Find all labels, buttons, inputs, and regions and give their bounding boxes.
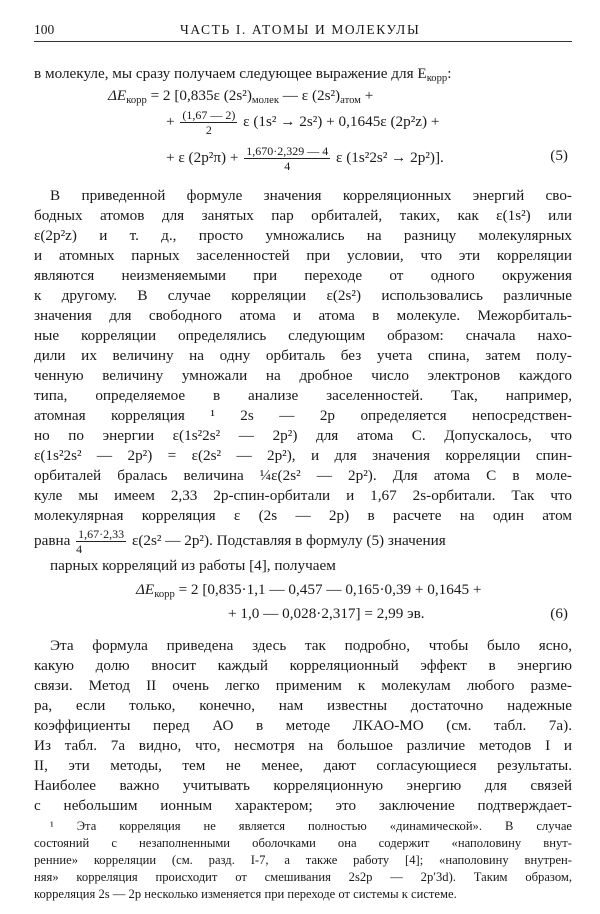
para2-line: связи. Метод II очень легко применим к молекулам любого разме-: [34, 677, 572, 694]
para1-line: орбиталей бралась величина ¼ε(2s² — 2p²). Для атома С в моле-: [34, 467, 572, 484]
para1-line: типа, определяемое в анализе заселенностей. Так, например,: [34, 387, 572, 404]
para1-line: атомная корреляция ¹ 2s — 2p определяется непосредствен-: [34, 407, 572, 424]
para1-line: ченную величину умножали на дробное число электронов каждого: [34, 367, 572, 384]
para2-line: ра, если только, конечно, нам известны достаточно надежные: [34, 697, 572, 714]
para2-line: II, эти методы, тем не менее, дают согласующиеся результаты.: [34, 757, 572, 774]
page-header: [34, 18, 572, 40]
equation-5: $\Delta E_{корр} = 2$ [0,835ε $(2s^2)_{молек}$ — ε $(2s^2)_{атом}$ + + $\frac{(1,67 — 2)}{2}$ ε (1s² → 2s²) + 0,1645ε (2p²z) + + ε (2p²π) + $\frac{1,670\cdot 2,329 — 4}{4}$ ε (1s²2s² → 2p²)]. (5): [108, 87, 568, 173]
equation-6: $\Delta E_{корр} = 2$ [0,835·1,1 — 0,457 — 0,165·0,39 + 0,1645 + + 1,0 — 0,028·2,317] = 2,99 эв. (6): [34, 578, 572, 626]
body-text: [34, 64, 572, 816]
paragraph-1: [34, 186, 572, 526]
para1-line: молекулярная корреляция ε (2s — 2p) в расчете на один атом: [34, 507, 572, 524]
para1-line: ε(2p²z) и т. д., просто умножались на разницу молекулярных: [34, 227, 572, 244]
footnote-line: ренние» корреляции (см. разд. I-7, а также работу [4]; «наполовину внутрен-: [34, 853, 572, 867]
para1-line: ε(1s²2s² — 2p²) = ε(2s² — 2p²), и для значения корреляции спин-: [34, 447, 572, 464]
para1-line: бодных атомов для занятых пар орбиталей, таких, как ε(1s²) или: [34, 207, 572, 224]
page: [34, 18, 572, 901]
para1-line: являются неизменяемыми при переходе от одного окружения: [34, 267, 572, 284]
para1-line: ные корреляции определялись следующим образом: сначала нахо-: [34, 327, 572, 344]
footnote-line: ¹ Эта корреляция не является полностью «динамической». В случае: [50, 819, 572, 833]
para2-line: какую долю вносит каждый корреляционный эффект в энергию: [34, 657, 572, 674]
para1-line: к другому. В случае корреляции ε(2s²) использовались различные: [34, 287, 572, 304]
footnote-line: корреляция 2s — 2p несколько изменяется при переходе от системы к системе.: [34, 887, 457, 901]
para1-line: но по энергии ε(1s²2s² — 2p²) для атома С. Допускалось, что: [34, 427, 572, 444]
equation-number-5: (5): [550, 147, 568, 164]
para2-line: Эта формула приведена здесь так подробно, чтобы было ясно,: [50, 637, 572, 654]
para1-line: куле мы имеем 2,33 2p-спин-орбитали и 1,67 2s-орбитали. Так что: [34, 487, 572, 504]
footnote-line: няя» корреляция происходит от смешивания 2s2p — 2p′3d). Таким образом,: [34, 870, 572, 884]
para2-line: Наиболее важно учитывать корреляционную энергию для связей: [34, 777, 572, 794]
header-rule: [34, 41, 572, 42]
para2-line: коэффициенты перед АО в методе ЛКАО-МО (см. табл. 7а).: [34, 717, 572, 734]
para2-line: с небольшим ионным характером; это заключение подтверждает-: [34, 797, 572, 814]
para1-line: В приведенной формуле значения корреляционных энергий сво-: [50, 187, 572, 204]
equation-number-6: (6): [550, 605, 568, 622]
para1-line: дили их величину на одну орбиталь без учета спина, затем полу-: [34, 347, 572, 364]
para2-line: Из табл. 7а видно, что, несмотря на большое различие методов I и: [34, 737, 572, 754]
para1-line: и атомных парных заселенностей при условии, что эти корреляции: [34, 247, 572, 264]
footnote-line: состояний с незаполненными оболочками она содержит «наполовину внут-: [34, 836, 572, 850]
footnote: [34, 818, 572, 903]
paragraph-2: [34, 636, 572, 816]
page-number: 100: [34, 22, 55, 37]
para1-end-line: парных корреляций из работы [4], получаем: [50, 557, 336, 574]
intro-line: в молекуле, мы сразу получаем следующее выражение для $E_{корр}$:: [34, 65, 452, 84]
running-title: ЧАСТЬ I. АТОМЫ И МОЛЕКУЛЫ: [180, 22, 421, 37]
para1-line: значения для свободного атома и атома в молекуле. Межорбиталь-: [34, 307, 572, 324]
ravna-line: равна $\frac{1,67\cdot 2,33}{4}$ ε(2s² — 2p²). Подставляя в формулу (5) значения: [34, 527, 446, 557]
